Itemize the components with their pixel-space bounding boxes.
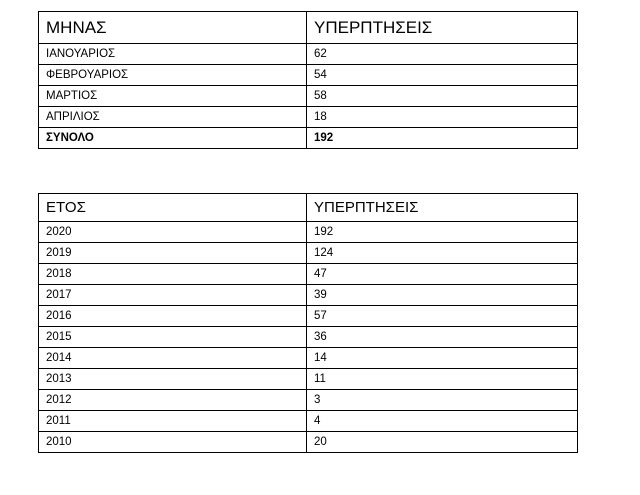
year-cell: 2019: [39, 243, 307, 264]
total-row: [39, 128, 578, 149]
year-cell: 2016: [39, 306, 307, 327]
year-cell: 2015: [39, 327, 307, 348]
table-row: [39, 285, 578, 306]
year-cell: 2018: [39, 264, 307, 285]
year-cell: 2020: [39, 222, 307, 243]
overflights-cell: 20: [307, 432, 578, 453]
total-value-cell: 192: [307, 128, 578, 149]
overflights-cell: 57: [307, 306, 578, 327]
table-row: [39, 65, 578, 86]
year-cell: 2012: [39, 390, 307, 411]
overflights-cell: 192: [307, 222, 578, 243]
column-header-month: ΜΗΝΑΣ: [39, 12, 307, 44]
overflights-cell: 4: [307, 411, 578, 432]
overflights-cell: 62: [307, 44, 578, 65]
month-cell: ΑΠΡΙΛΙΟΣ: [39, 107, 307, 128]
year-cell: 2013: [39, 369, 307, 390]
table-row: [39, 86, 578, 107]
table-row: [39, 264, 578, 285]
table-row: [39, 107, 578, 128]
table-header-row: [39, 12, 578, 44]
table-header-row: [39, 194, 578, 222]
overflights-cell: 14: [307, 348, 578, 369]
table-row: [39, 243, 578, 264]
table-row: [39, 411, 578, 432]
column-header-overflights: ΥΠΕΡΠΤΗΣΕΙΣ: [307, 12, 578, 44]
column-header-year: ΕΤΟΣ: [39, 194, 307, 222]
overflights-cell: 124: [307, 243, 578, 264]
monthly-flights-table: [38, 11, 578, 149]
overflights-cell: 47: [307, 264, 578, 285]
overflights-cell: 39: [307, 285, 578, 306]
overflights-cell: 11: [307, 369, 578, 390]
table-row: [39, 390, 578, 411]
table-row: [39, 327, 578, 348]
year-cell: 2011: [39, 411, 307, 432]
year-cell: 2010: [39, 432, 307, 453]
year-cell: 2014: [39, 348, 307, 369]
table-row: [39, 44, 578, 65]
overflights-cell: 54: [307, 65, 578, 86]
overflights-cell: 18: [307, 107, 578, 128]
year-cell: 2017: [39, 285, 307, 306]
month-cell: ΙΑΝΟΥΑΡΙΟΣ: [39, 44, 307, 65]
overflights-cell: 58: [307, 86, 578, 107]
yearly-flights-table: [38, 193, 578, 453]
total-label-cell: ΣΥΝΟΛΟ: [39, 128, 307, 149]
month-cell: ΜΑΡΤΙΟΣ: [39, 86, 307, 107]
month-cell: ΦΕΒΡΟΥΑΡΙΟΣ: [39, 65, 307, 86]
table-row: [39, 432, 578, 453]
overflights-cell: 3: [307, 390, 578, 411]
overflights-cell: 36: [307, 327, 578, 348]
table-row: [39, 222, 578, 243]
column-header-overflights: ΥΠΕΡΠΤΗΣΕΙΣ: [307, 194, 578, 222]
table-row: [39, 369, 578, 390]
table-row: [39, 306, 578, 327]
table-row: [39, 348, 578, 369]
